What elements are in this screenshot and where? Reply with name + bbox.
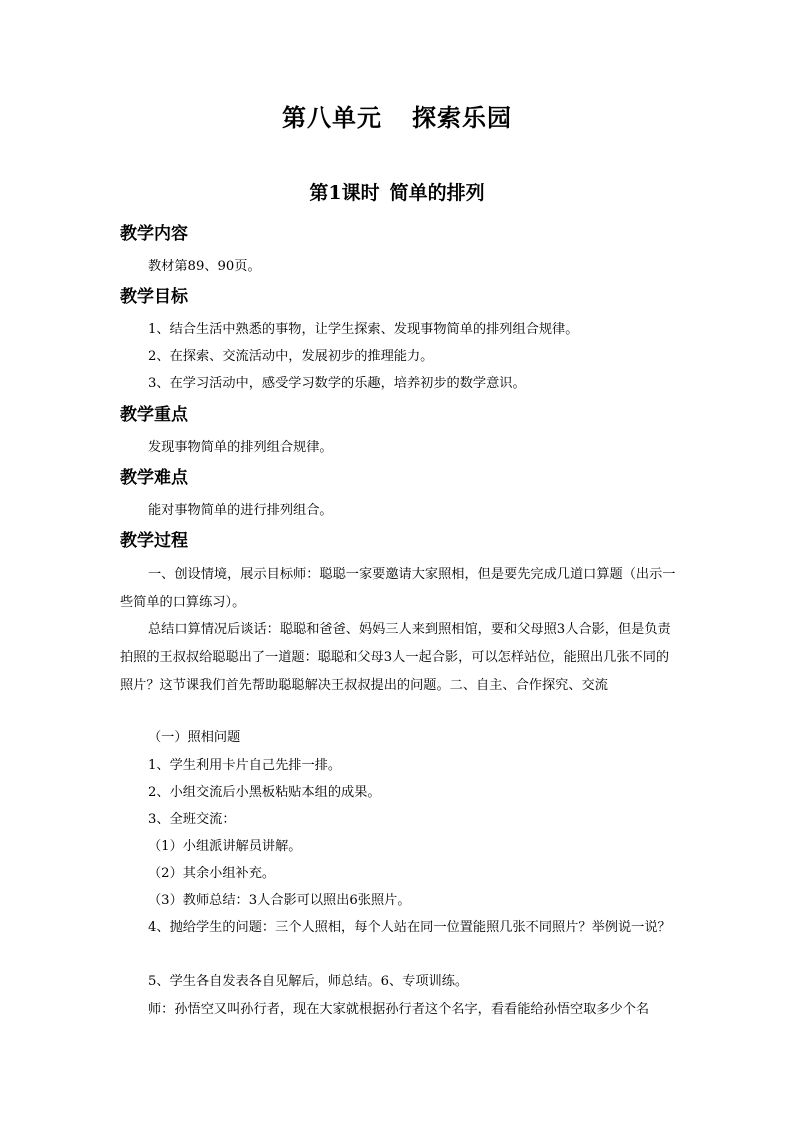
unit-name: 探索乐园 bbox=[412, 103, 512, 132]
process-paragraph: （1）小组派讲解员讲解。 bbox=[148, 839, 302, 854]
lesson-name: 简单的排列 bbox=[389, 182, 485, 204]
process-paragraph: （一）照相问题 bbox=[148, 730, 241, 745]
process-paragraph: 3、全班交流： bbox=[148, 812, 236, 827]
goal-item: 1、结合生活中熟悉的事物，让学生探索、发现事物简单的排列组合规律。 bbox=[148, 322, 579, 337]
unit-title bbox=[0, 100, 794, 136]
process-paragraph: 总结口算情况后谈话：聪聪和爸爸、妈妈三人来到照相馆，要和父母照3人合影，但是负责拍照的王叔叔给聪聪出了一道题：聪聪和父母3人一起合影，可以怎样站位，能照出几张不同的照片？这节课我们首先帮助聪聪解决王叔叔提出的问题。二、自主、合作探究、交流 bbox=[120, 622, 671, 693]
content-text: 教材第89、90页。 bbox=[148, 259, 261, 274]
lesson-number: 第1课时 bbox=[309, 182, 380, 204]
process-paragraph: 4、抛给学生的问题：三个人照相，每个人站在同一位置能照几张不同照片？举例说一说？ bbox=[148, 920, 671, 935]
unit-number: 第八单元 bbox=[282, 103, 382, 132]
process-paragraph: 5、学生各自发表各自见解后，师总结。6、专项训练。 bbox=[148, 974, 469, 989]
process-paragraph: （2）其余小组补充。 bbox=[148, 866, 276, 881]
process-paragraph: 一、创设情境，展示目标师：聪聪一家要邀请大家照相，但是要先完成几道口算题（出示一些简单的口算练习）。 bbox=[120, 567, 676, 610]
process-paragraph: 2、小组交流后小黑板粘贴本组的成果。 bbox=[148, 785, 381, 800]
heading-key-point: 教学重点 bbox=[120, 405, 188, 425]
heading-goals: 教学目标 bbox=[120, 287, 188, 307]
process-paragraph: 师：孙悟空又叫孙行者，现在大家就根据孙行者这个名字，看看能给孙悟空取多少个名 bbox=[148, 1002, 650, 1017]
difficulty-text: 能对事物简单的进行排列组合。 bbox=[148, 503, 333, 518]
lesson-title bbox=[0, 178, 794, 208]
process-paragraph: （3）教师总结：3人合影可以照出6张照片。 bbox=[148, 893, 411, 908]
key-point-text: 发现事物简单的排列组合规律。 bbox=[148, 440, 333, 455]
process-paragraph: 1、学生利用卡片自己先排一排。 bbox=[148, 758, 342, 773]
goal-item: 3、在学习活动中，感受学习数学的乐趣，培养初步的数学意识。 bbox=[148, 376, 526, 391]
heading-content: 教学内容 bbox=[120, 224, 188, 244]
goal-item: 2、在探索、交流活动中，发展初步的推理能力。 bbox=[148, 349, 434, 364]
heading-process: 教学过程 bbox=[120, 531, 188, 551]
heading-difficulty: 教学难点 bbox=[120, 468, 188, 488]
